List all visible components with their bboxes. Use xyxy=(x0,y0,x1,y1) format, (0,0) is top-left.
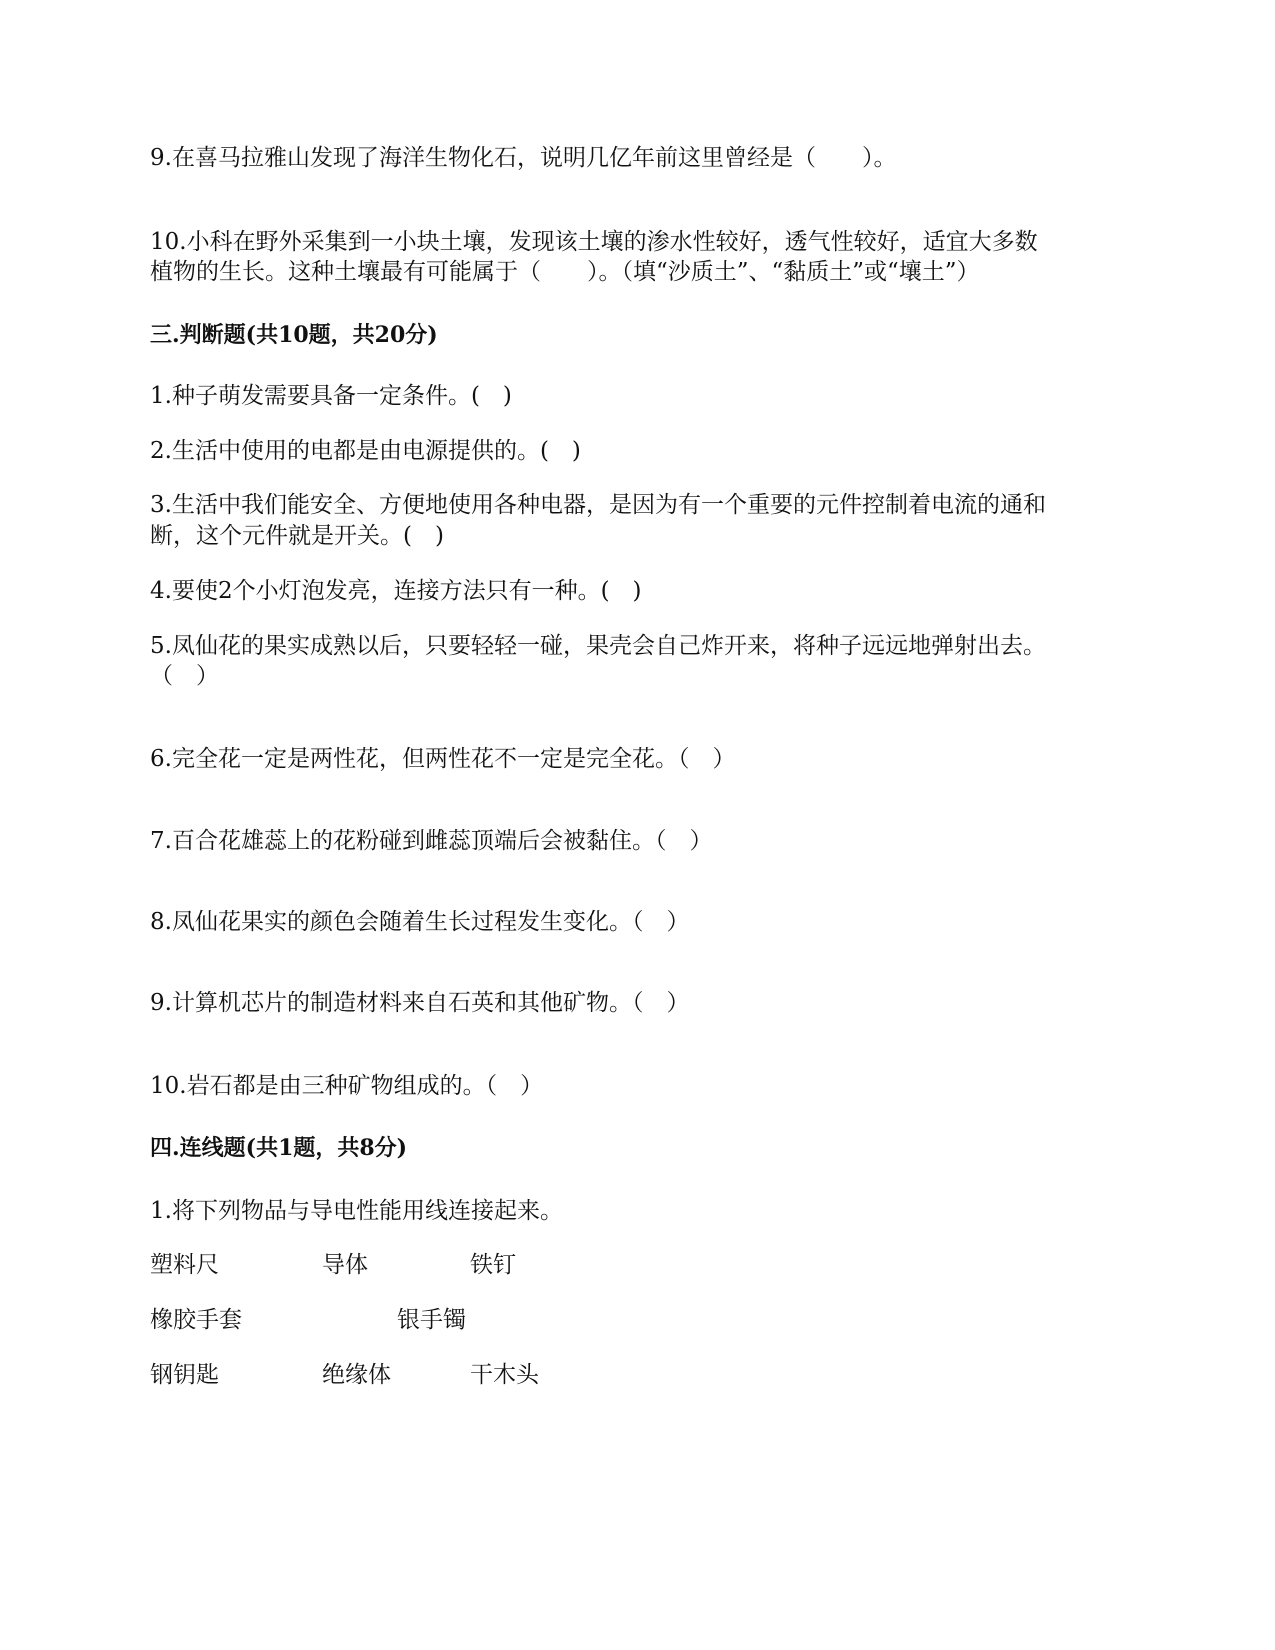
fill-in-blank-q10-line2: 植物的生长。这种土壤最有可能属于（ ）。（填“沙质土”、“黏质土”或“壤土”） xyxy=(150,259,980,285)
true-false-q5-line2: （ ） xyxy=(150,663,219,689)
matching-item: 导体 xyxy=(322,1252,368,1278)
matching-item: 干木头 xyxy=(470,1362,539,1388)
matching-item: 塑料尺 xyxy=(150,1252,219,1278)
section-heading-matching: 四.连线题(共1题，共8分) xyxy=(150,1135,408,1161)
fill-in-blank-q9: 9.在喜马拉雅山发现了海洋生物化石，说明几亿年前这里曾经是（ ）。 xyxy=(150,145,897,171)
matching-item: 银手镯 xyxy=(397,1307,466,1333)
true-false-q8: 8.凤仙花果实的颜色会随着生长过程发生变化。（ ） xyxy=(150,909,690,935)
matching-item: 橡胶手套 xyxy=(150,1307,242,1333)
true-false-q9: 9.计算机芯片的制造材料来自石英和其他矿物。（ ） xyxy=(150,990,690,1016)
true-false-q5-line1: 5.凤仙花的果实成熟以后，只要轻轻一碰，果壳会自己炸开来，将种子远远地弹射出去。 xyxy=(150,633,1046,659)
true-false-q10: 10.岩石都是由三种矿物组成的。（ ） xyxy=(150,1073,544,1099)
true-false-q2: 2.生活中使用的电都是由电源提供的。( ) xyxy=(150,438,581,464)
section-heading-true-false: 三.判断题(共10题，共20分) xyxy=(150,322,438,348)
matching-item: 钢钥匙 xyxy=(150,1362,219,1388)
matching-item: 绝缘体 xyxy=(322,1362,391,1388)
true-false-q3-line2: 断，这个元件就是开关。( ) xyxy=(150,523,444,549)
fill-in-blank-q10-line1: 10.小科在野外采集到一小块土壤，发现该土壤的渗水性较好，透气性较好，适宜大多数 xyxy=(150,229,1038,255)
true-false-q4: 4.要使2个小灯泡发亮，连接方法只有一种。( ) xyxy=(150,578,642,604)
true-false-q7: 7.百合花雄蕊上的花粉碰到雌蕊顶端后会被黏住。（ ） xyxy=(150,828,713,854)
true-false-q6: 6.完全花一定是两性花，但两性花不一定是完全花。（ ） xyxy=(150,746,736,772)
true-false-q1: 1.种子萌发需要具备一定条件。( ) xyxy=(150,383,512,409)
matching-item: 铁钉 xyxy=(470,1252,516,1278)
matching-q1: 1.将下列物品与导电性能用线连接起来。 xyxy=(150,1198,563,1224)
true-false-q3-line1: 3.生活中我们能安全、方便地使用各种电器，是因为有一个重要的元件控制着电流的通和 xyxy=(150,492,1046,518)
